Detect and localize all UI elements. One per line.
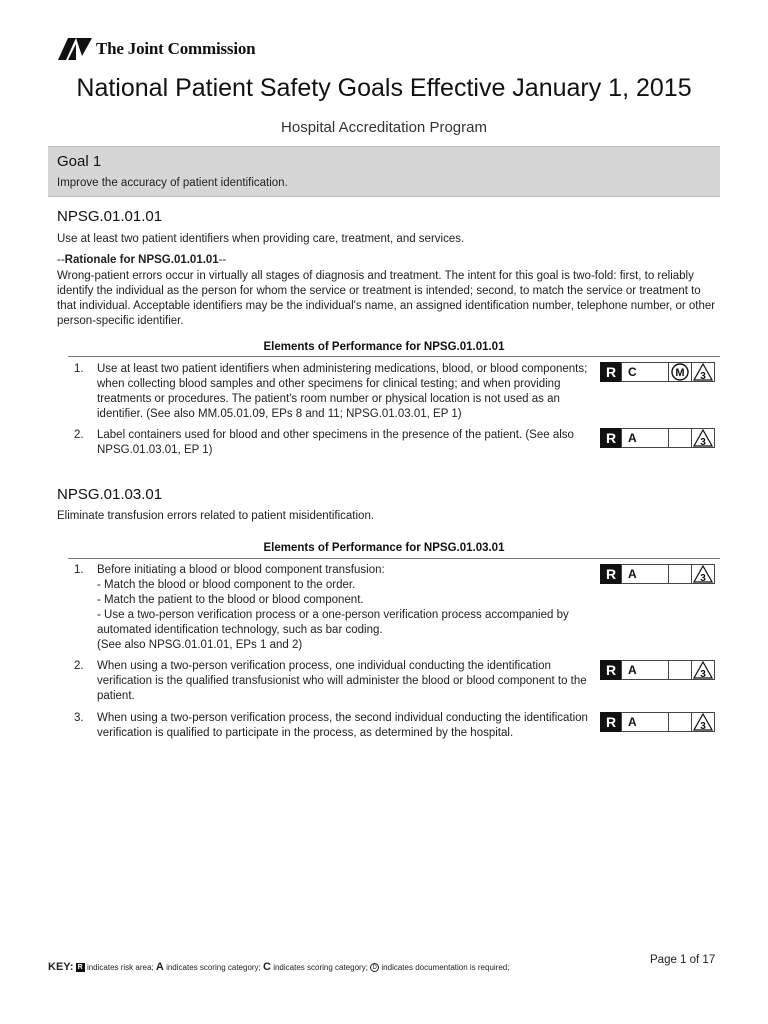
level-badge (691, 712, 715, 732)
level-badge (691, 428, 715, 448)
scoring-category-badge: C (621, 362, 669, 382)
ep-badges (600, 712, 715, 732)
scoring-category-badge: A (621, 712, 669, 732)
level-icon (693, 429, 713, 447)
level-badge (691, 660, 715, 680)
risk-area-badge: R (600, 362, 622, 382)
ep-item (74, 563, 594, 653)
goal-description: Improve the accuracy of patient identification. (57, 177, 288, 189)
ep-text: When using a two-person verification process, the second individual conducting the identification verification is qualified to participate in the process, as determined by the hospital. (97, 712, 588, 739)
scoring-category-badge: A (621, 660, 669, 680)
measure-of-success-icon (671, 363, 689, 381)
footer-key (48, 961, 509, 973)
ep-divider (68, 558, 720, 559)
ep-item (74, 362, 594, 422)
ep-number: 2. (74, 429, 84, 441)
key-label: KEY: (48, 961, 74, 973)
ep-badges (600, 660, 715, 680)
svg-text:3: 3 (700, 721, 706, 731)
npsg-01-03-01-statement: Eliminate transfusion errors related to patient misidentification. (57, 510, 375, 522)
page-title: National Patient Safety Goals Effective January 1, 2015 (76, 74, 692, 102)
ep-number: 1. (74, 363, 84, 375)
ep-text: Label containers used for blood and other specimens in the presence of the patient. (See also NPSG.01.03.01, EP 1) (97, 429, 574, 456)
ep-number: 2. (74, 660, 84, 672)
measure-of-success-badge (668, 712, 692, 732)
ep-item (74, 659, 594, 704)
ep-badges (600, 362, 715, 382)
goal-box (48, 146, 720, 197)
npsg-01-01-01-statement: Use at least two patient identifiers when providing care, treatment, and services. (57, 233, 465, 245)
key-c-glyph: C (263, 961, 271, 973)
risk-area-badge: R (600, 428, 622, 448)
ep-divider (68, 356, 720, 357)
rationale-suffix: -- (218, 254, 227, 266)
page-subtitle: Hospital Accreditation Program (281, 119, 487, 136)
key-risk-text: indicates risk area; (86, 963, 154, 972)
scoring-category-badge: A (621, 564, 669, 584)
ep-text: Use at least two patient identifiers when administering medications, blood, or blood components; when collecting blood samples and other specimens for clinical testing; and when providing treatments or procedures. The patient's room number or physical location is not used as an identifier. (See also MM.05.01.09, EPs 8 and 11; NPSG.01.03.01, EP 1) (97, 363, 588, 420)
svg-text:3: 3 (700, 573, 706, 583)
rationale-prefix: -- (57, 254, 65, 266)
measure-of-success-badge (668, 362, 692, 382)
npsg-01-03-01-title: NPSG.01.03.01 (57, 486, 163, 503)
ep-heading-01-03-01: Elements of Performance for NPSG.01.03.01 (263, 542, 505, 554)
rationale-text: Wrong-patient errors occur in virtually all stages of diagnosis and treatment. The intent for this goal is two-fold: first, to reliably identify the individual as the person for whom the service or treatment is intended; second, to match the service or treatment to that individual. Acceptable identifiers may be the individual's name, an assigned identification number, telephone number, or other person-specific identifier. (57, 270, 716, 327)
ep-badges (600, 564, 715, 584)
ep-item (74, 711, 594, 741)
level-icon (693, 661, 713, 679)
key-a-text: indicates scoring category; (166, 963, 261, 972)
measure-of-success-badge (668, 660, 692, 680)
svg-text:3: 3 (700, 371, 706, 381)
key-d-text: indicates documentation is required; (381, 963, 510, 972)
svg-text:M: M (675, 367, 685, 379)
key-documentation-icon: D (370, 963, 379, 972)
ep-number: 1. (74, 564, 84, 576)
key-a-glyph: A (155, 961, 164, 973)
svg-text:3: 3 (700, 669, 706, 679)
joint-commission-logo (58, 38, 255, 60)
level-icon (693, 565, 713, 583)
scoring-category-badge: A (621, 428, 669, 448)
key-c-text: indicates scoring category; (273, 963, 368, 972)
goal-title: Goal 1 (57, 153, 102, 170)
ep-text: When using a two-person verification process, one individual conducting the identification verification is the qualified transfusionist who will administer the blood or blood component to the patient. (97, 660, 587, 702)
ep-text: Before initiating a blood or blood component transfusion: - Match the blood or blood component to the order. - Match the patient to the blood or blood component. - Use a two-person verification process or a one-person verification process accompanied by automated identification technology, such as bar coding. (See also NPSG.01.01.01, EPs 1 and 2) (97, 564, 569, 651)
ep-heading-01-01-01: Elements of Performance for NPSG.01.01.01 (263, 341, 505, 353)
ep-badges (600, 428, 715, 448)
level-icon (693, 363, 713, 381)
rationale-heading (57, 253, 717, 268)
page-number: Page 1 of 17 (650, 954, 716, 966)
key-risk-icon: R (77, 964, 83, 972)
joint-commission-logo-icon (58, 38, 92, 60)
rationale-label: Rationale for NPSG.01.01.01 (64, 254, 219, 266)
logo-text: The Joint Commission (96, 39, 256, 58)
ep-number: 3. (74, 712, 84, 724)
level-badge (691, 564, 715, 584)
npsg-01-01-01-title: NPSG.01.01.01 (57, 208, 163, 225)
svg-text:3: 3 (700, 437, 706, 447)
risk-area-badge: R (600, 564, 622, 584)
level-icon (693, 713, 713, 731)
level-badge (691, 362, 715, 382)
risk-area-badge: R (600, 712, 622, 732)
measure-of-success-badge (668, 428, 692, 448)
ep-item (74, 428, 594, 458)
risk-area-badge: R (600, 660, 622, 680)
measure-of-success-badge (668, 564, 692, 584)
